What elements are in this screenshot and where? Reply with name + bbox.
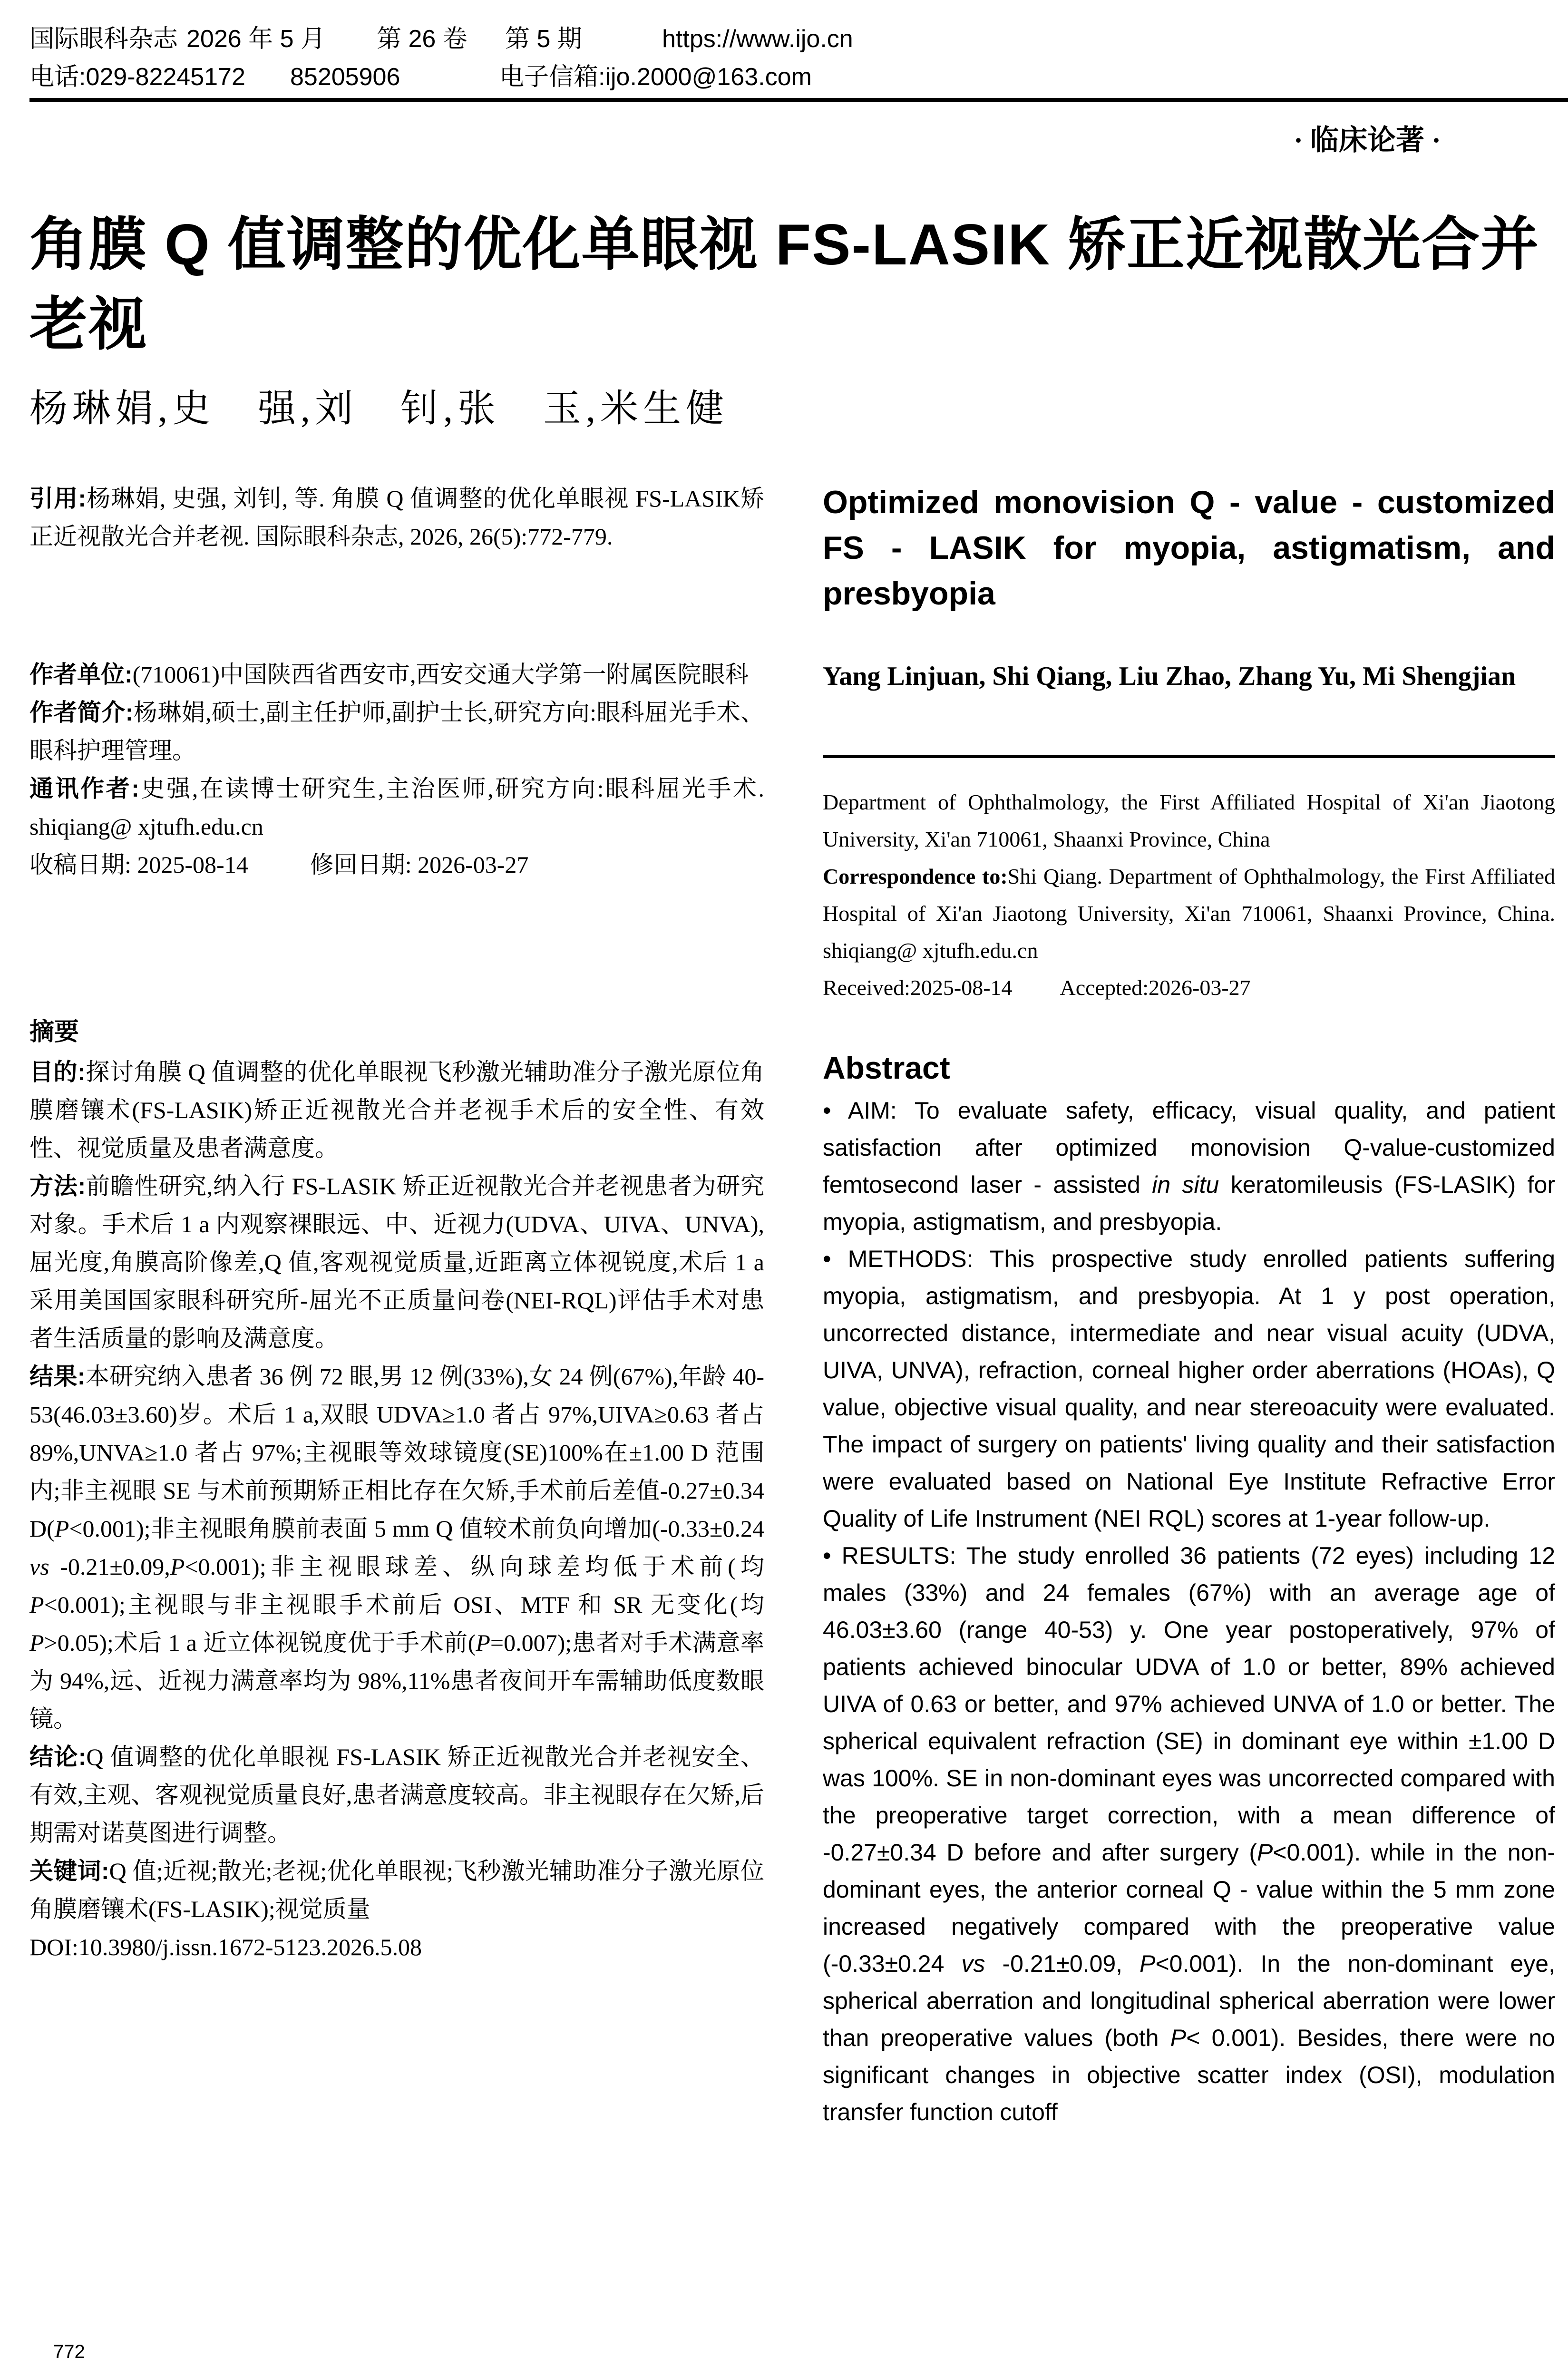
p-symbol: P	[170, 1553, 185, 1580]
article-title-en: Optimized monovision Q - value - customized FS - LASIK for myopia, astigmatism, and presbyopia	[823, 484, 1555, 612]
citation-block	[29, 479, 764, 555]
abstract-methods-cn	[29, 1167, 764, 1357]
dates-en	[823, 969, 1555, 1006]
correspondence-label: Correspondence to:	[823, 864, 1008, 888]
p-symbol: P	[1139, 1950, 1156, 1977]
page-number: 772	[53, 2341, 85, 2362]
conclusion-text: Q 值调整的优化单眼视 FS-LASIK 矫正近视散光合并老视安全、有效,主观、客观视觉质量良好,患者满意度较高。非主视眼存在欠矫,后期需对诺莫图进行调整。	[29, 1744, 765, 1846]
abstract-results-en	[823, 1537, 1555, 2131]
abstract-heading-cn: 摘要	[29, 1018, 79, 1046]
keywords-label: 关键词:	[29, 1858, 109, 1884]
vs-symbol: vs	[29, 1553, 49, 1580]
results-text: <0.001);非主视眼球差、纵向球差均低于术前(均	[185, 1553, 765, 1580]
methods-text: 前瞻性研究,纳入行 FS-LASIK 矫正近视散光合并老视患者为研究对象。手术后 1 a 内观察裸眼远、中、近视力(UDVA、UIVA、UNVA),屈光度,角膜高阶像差,Q 值,客观视觉质量,近距离立体视锐度,术后 1 a 采用美国国家眼科研究所-屈光不正质量问卷(NEI-RQL)评估手术对患者生活质量的影响及满意度。	[29, 1173, 765, 1352]
header-row-2	[29, 58, 1568, 96]
abstract-cn	[29, 1013, 764, 1966]
p-symbol: P	[476, 1629, 490, 1656]
affiliation-cn	[29, 655, 764, 693]
vs-symbol: vs	[961, 1950, 985, 1977]
dates-cn	[29, 846, 764, 884]
p-symbol: P	[1256, 1839, 1273, 1866]
results-label-en: • RESULTS:	[823, 1542, 956, 1569]
revised-label: 修回日期:	[310, 851, 412, 878]
abstract-en	[823, 1046, 1555, 2131]
affiliation-label: 作者单位:	[29, 661, 133, 688]
correspondence-text: Shi Qiang. Department of Ophthalmology, the First Affiliated Hospital of Xi'an Jiaotong University, Xi'an 710061, Shaanxi Province, China. shiqiang@ xjtufh.edu.cn	[823, 864, 1555, 963]
aim-label-en: • AIM:	[823, 1097, 897, 1124]
abstract-aim-cn	[29, 1053, 764, 1167]
issue-date: 2026 年 5 月	[186, 25, 325, 53]
abstract-aim-en	[823, 1092, 1555, 1240]
results-text-en: The study enrolled 36 patients (72 eyes) including 12 males (33%) and 24 females (67%) with an average age of 46.03±3.60 (range 40-53) y. One year postoperatively, 97% of patients achieved binocular UDVA of 1.0 or better, 89% achieved UIVA of 0.63 or better, and 97% achieved UNVA of 1.0 or better. The spherical equivalent refraction (SE) in dominant eye within ±1.00 D was 100%. SE in non-dominant eyes was uncorrected compared with the preoperative target correction, with a mean difference of -0.27±0.34 D before and after surgery (	[823, 1542, 1556, 1866]
p-symbol: P	[1170, 2025, 1187, 2051]
aim-label: 目的:	[29, 1059, 86, 1085]
department-en: Department of Ophthalmology, the First Affiliated Hospital of Xi'an Jiaotong University, Xi'an 710061, Shaanxi Province, China	[823, 790, 1555, 851]
keywords-cn	[29, 1852, 764, 1928]
article-title-cn: 角膜 Q 值调整的优化单眼视 FS-LASIK 矫正近视散光合并老视	[29, 212, 1539, 357]
corresponding-text: 史强,在读博士研究生,主治医师,研究方向:眼科屈光手术. shiqiang@ xjtufh.edu.cn	[29, 775, 765, 840]
author-list-cn: 杨琳娟,史 强,刘 钊,张 玉,米生健	[29, 388, 729, 430]
corresponding-author	[29, 770, 764, 846]
received-date-cn	[29, 846, 248, 884]
received-date-en: Received:2025-08-14	[823, 975, 1013, 1000]
results-text-en: <0.001). In the non-dominant eye, spherical aberration and longitudinal spherical aberration were lower than preoperative values (both	[823, 1950, 1555, 2051]
abstract-results-cn	[29, 1357, 764, 1738]
methods-label-en: • METHODS:	[823, 1246, 974, 1272]
keywords-text: Q 值;近视;散光;老视;优化单眼视;飞秒激光辅助准分子激光原位角膜磨镶术(FS-LASIK);视觉质量	[29, 1858, 764, 1922]
in-situ-italic: in situ	[1152, 1171, 1219, 1198]
revised-value: 2026-03-27	[418, 851, 529, 878]
aim-text: 探讨角膜 Q 值调整的优化单眼视飞秒激光辅助准分子激光原位角膜磨镶术(FS-LASIK)矫正近视散光合并老视手术后的安全性、有效性、视觉质量及患者满意度。	[29, 1059, 764, 1161]
results-text: 本研究纳入患者 36 例 72 眼,男 12 例(33%),女 24 例(67%),年龄 40-53(46.03±3.60)岁。术后 1 a,双眼 UDVA≥1.0 者占 97%,UIVA≥0.63 者占 89%,UNVA≥1.0 者占 97%;主视眼等效球镜度(SE)100%在±1.00 D 范围内;非主视眼 SE 与术前预期矫正相比存在欠矫,手术前后差值-0.27±0.34 D(	[29, 1363, 764, 1542]
abstract-methods-en	[823, 1240, 1555, 1537]
results-text: <0.001);非主视眼角膜前表面 5 mm Q 值较术前负向增加(-0.33±0.24	[69, 1515, 764, 1542]
phone-number: 电话:029-82245172	[29, 63, 245, 91]
affiliation-en-block	[823, 784, 1555, 1006]
correspondence-en	[823, 858, 1555, 969]
title-divider-rule	[823, 755, 1555, 758]
journal-name: 国际眼科杂志	[29, 25, 178, 53]
abstract-heading-en: Abstract	[823, 1050, 950, 1085]
results-text: >0.05);术后 1 a 近立体视锐度优于手术前(	[44, 1629, 476, 1656]
results-text-en: <0.001). while in the non-dominant eyes, the anterior corneal Q - value within the 5 mm zone increased negatively compared with the preoperative value (-0.33±0.24	[823, 1839, 1555, 1977]
author-bio	[29, 693, 764, 770]
methods-text-en: This prospective study enrolled patients suffering myopia, astigmatism, and presbyopia. At 1 y post operation, uncorrected distance, intermediate and near visual acuity (UDVA, UIVA, UNVA), refraction, corneal higher order aberrations (HOAs), Q value, objective visual quality, and near stereoacuity were evaluated. The impact of surgery on patients' living quality and their satisfaction were evaluated based on National Eye Institute Refractive Error Quality of Life Instrument (NEI RQL) scores at 1-year follow-up.	[823, 1246, 1556, 1532]
aim-text-en: keratomileusis (FS-LASIK) for myopia, astigmatism, and presbyopia.	[823, 1171, 1555, 1235]
bio-text: 杨琳娟,硕士,副主任护师,副护士长,研究方向:眼科屈光手术、眼科护理管理。	[29, 699, 765, 764]
results-text: =0.007);患者对手术满意率为 94%,远、近视力满意率均为 98%,11%患者夜间开车需辅助低度数眼镜。	[29, 1629, 764, 1732]
accepted-date-en: Accepted:2026-03-27	[1060, 975, 1251, 1000]
author-info-block	[29, 655, 764, 884]
bio-label: 作者简介:	[29, 699, 134, 726]
results-text-en: -0.21±0.09,	[985, 1950, 1140, 1977]
citation-label: 引用:	[29, 485, 87, 512]
conclusion-label: 结论:	[29, 1744, 87, 1770]
abstract-conclusion-cn	[29, 1738, 764, 1852]
p-symbol: P	[29, 1591, 44, 1618]
email-link[interactable]: 电子信箱:ijo.2000@163.com	[499, 63, 812, 91]
header-rule	[29, 98, 1568, 102]
issue: 第 5 期	[505, 25, 582, 53]
methods-label: 方法:	[29, 1173, 86, 1199]
doi[interactable]: DOI:10.3980/j.issn.1672-5123.2026.5.08	[29, 1934, 422, 1960]
journal-website-link[interactable]: https://www.ijo.cn	[662, 25, 853, 53]
results-text-en: < 0.001). Besides, there were no significant changes in objective scatter index (OSI), modulation transfer function cutoff	[823, 2025, 1555, 2125]
phone-number-alt: 85205906	[290, 63, 400, 91]
results-text: -0.21±0.09,	[49, 1553, 170, 1580]
affiliation-text: (710061)中国陕西省西安市,西安交通大学第一附属医院眼科	[132, 661, 749, 688]
author-list-en: Yang Linjuan, Shi Qiang, Liu Zhao, Zhang Yu, Mi Shengjian	[823, 662, 1516, 691]
volume: 第 26 卷	[377, 25, 467, 53]
p-symbol: P	[29, 1629, 44, 1656]
received-value: 2025-08-14	[137, 851, 248, 878]
running-header	[29, 20, 1568, 96]
results-text: <0.001);主视眼与非主视眼手术前后 OSI、MTF 和 SR 无变化(均	[44, 1591, 764, 1618]
received-label: 收稿日期:	[29, 851, 131, 878]
citation-text: 杨琳娟, 史强, 刘钊, 等. 角膜 Q 值调整的优化单眼视 FS-LASIK矫正近视散光合并老视. 国际眼科杂志, 2026, 26(5):772-779.	[29, 485, 765, 550]
revised-date-cn	[310, 846, 529, 884]
p-symbol: P	[54, 1515, 69, 1542]
section-tag: · 临床论著 ·	[1294, 125, 1441, 156]
corresponding-label: 通讯作者:	[29, 775, 139, 802]
header-row-1	[29, 20, 1568, 58]
aim-text-en: To evaluate safety, efficacy, visual quality, and patient satisfaction after optimized monovision Q-value-customized femtosecond laser - assisted	[823, 1097, 1556, 1198]
results-label: 结果:	[29, 1363, 86, 1390]
